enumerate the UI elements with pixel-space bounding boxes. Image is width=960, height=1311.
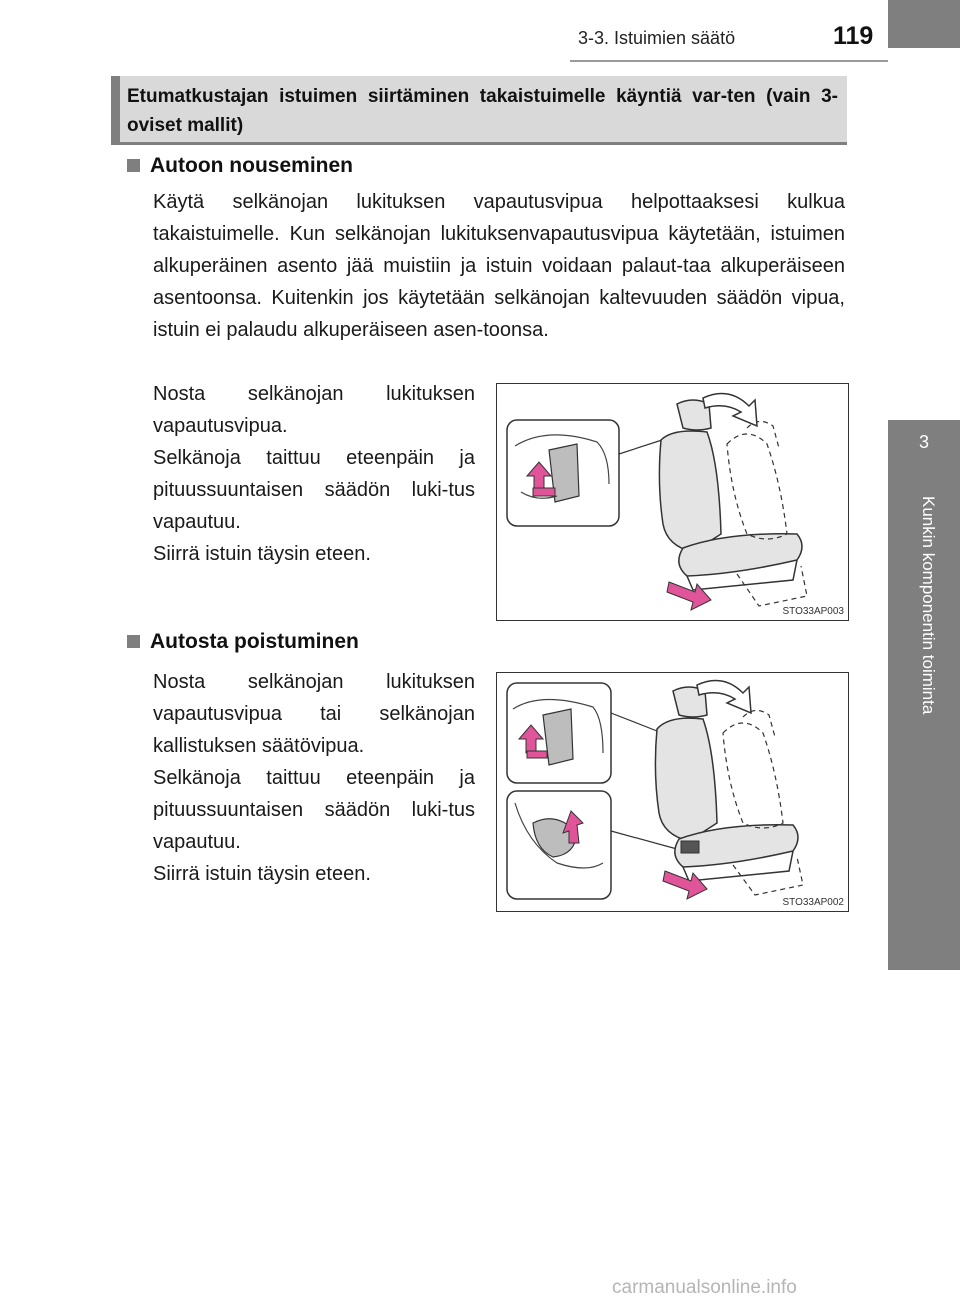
seat-illustration-icon xyxy=(497,384,848,620)
watermark: carmanualsonline.info xyxy=(612,1277,797,1298)
entering-final: Siirrä istuin täysin eteen. xyxy=(153,543,371,565)
bullet-square-icon xyxy=(127,635,140,648)
seat-illustration-icon xyxy=(497,673,848,911)
entering-steps xyxy=(153,378,475,570)
subheading-exiting xyxy=(127,630,359,654)
figure-entering-code: STO33AP003 xyxy=(782,606,844,617)
subheading-exiting-text: Autosta poistuminen xyxy=(150,630,359,653)
exiting-instruction: Nosta selkänojan lukituksen vapautusvipua tai selkänojan kallistuksen säätövipua. xyxy=(153,671,475,757)
section-heading: Etumatkustajan istuimen siirtäminen takaistuimelle käyntiä var-ten (vain 3-oviset mallit) xyxy=(127,86,838,136)
subheading-entering-text: Autoon nouseminen xyxy=(150,154,353,177)
header-divider xyxy=(570,60,888,62)
entering-result: Selkänoja taittuu eteenpäin ja pituussuuntaisen säädön luki-tus vapautuu. xyxy=(153,447,475,533)
section-heading-box xyxy=(111,76,847,145)
section-title: 3-3. Istuimien säätö xyxy=(578,28,736,48)
chapter-title: Kunkin komponentin toiminta xyxy=(919,496,938,715)
figure-exiting-code: STO33AP002 xyxy=(782,897,844,908)
exiting-steps xyxy=(153,666,475,890)
bullet-square-icon xyxy=(127,159,140,172)
subheading-entering xyxy=(127,154,353,178)
page-number: 119 xyxy=(833,22,874,50)
chapter-number: 3 xyxy=(918,432,929,452)
tab-top-bar xyxy=(888,0,960,48)
exiting-result: Selkänoja taittuu eteenpäin ja pituussuuntaisen säädön luki-tus vapautuu. xyxy=(153,767,475,853)
entering-instruction: Nosta selkänojan lukituksen vapautusvipua. xyxy=(153,383,475,437)
figure-exiting xyxy=(496,672,849,912)
chapter-tab xyxy=(888,0,960,1311)
exiting-final: Siirrä istuin täysin eteen. xyxy=(153,863,371,885)
entering-paragraph: Käytä selkänojan lukituksen vapautusvipua helpottaaksesi kulkua takaistuimelle. Kun selkänojan lukituksenvapautusvipua käytetään, istuimen alkuperäinen asento jää muistiin ja istuin voidaan palaut-taa alkuperäiseen asentoonsa. Kuitenkin jos käytetään selkänojan kaltevuuden säädön vipua, istuin ei palaudu alkuperäiseen asen-toonsa. xyxy=(153,191,845,341)
figure-entering xyxy=(496,383,849,621)
heading-accent-bar xyxy=(111,76,120,142)
